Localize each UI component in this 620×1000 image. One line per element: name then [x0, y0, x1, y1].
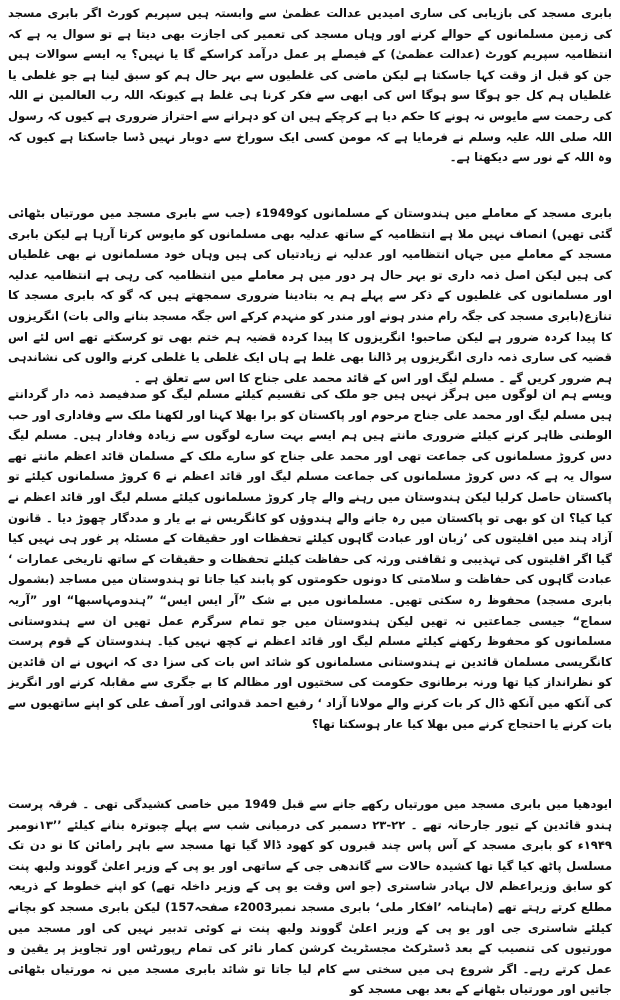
paragraph-3: ویسے ہم ان لوگوں میں ہرگز نہیں ہیں جو ملک کی تقسیم کیلئے مسلم لیگ کو صدفیصد ذمہ دار گردانتے ہیں مسلم لیگ اور محمد علی جناح مرحوم اور پاکستان کو برا بھلا کہنا اور لکھنا ملک سے وفاداری اور حب الوطنی ظاہر کرنے کیلئے ضروری مانتے ہیں ہم ایسے بہت سارے لوگوں سے زیادہ وفادار ہیں۔ مسلم لیگ دس کروڑ مسلمانوں کی جماعت تھی اور محمد علی جناح کو سارے ملک کے مسلمان قائد اعظم مانتے تھے سوال یہ ہے کہ دس کروڑ مسلمانوں کی جماعت مسلم لیگ اور قائد اعظم نے 6 کروڑ مسلمانوں کیلئے تو پاکستان حاصل کرلیا لیکن ہندوستان میں رہنے والے چار کروڑ مسلمانوں کیلئے مسلم لیگ اور قائد اعظم نے کیا کیا؟ ان کو بھی تو پاکستان میں رہ جانے والے ہندوؤں کو کانگریس نے بے یار و مددگار چھوڑ دیا ۔ قانون آزاد ہند میں اقلیتوں کی ’زبان اور عبادت گاہوں کیلئے تحفظات اور حقیقات کے مسئلہ پر غور ہی نہیں کیا گیا اگر اقلیتوں کی تہذیبی و ثقافتی ورثہ کی حفاظت کیلئے تحفظات و حقیقات کے ساتھ تاریخی عمارات ‘ عبادت گاہوں کی حفاظت و سلامتی کا دونوں حکومتوں کو پابند کیا جاتا تو ہندوستان میں مساجد (بشمول بابری مسجد) محفوظ رہ سکتی تھیں۔ مسلمانوں میں بے شک ”آر ایس ایس“ ”ہندومہاسبھا“ اور ”آریہ سماج“ جیسی جماعتیں نہ تھیں لیکن ہندوستان میں جو تمام سرگرم عمل تھیں ان سے ہندوستانی مسلمانوں کو محفوظ رکھنے کیلئے مسلم لیگ اور قائد اعظم نے کچھ نہیں کیا۔ ہندوستان کے قوم پرست کانگریسی مسلمان قائدین نے ہندوستانی مسلمانوں کو شائد اس بات کی سزا دی کہ انہوں نے ان قائدین کو نظرانداز کیا تھا ورنہ برطانوی حکومت کی سختیوں اور مظالم کا بے جگری سے مقابلہ کرنے اور انگریز کی آنکھ میں آنکھ ڈال کر بات کرنے والے مولانا آزاد ‘ رفیع احمد قدوائی اور آصف علی کو اپنے ساتھیوں سے بات کرنے یا احتجاج کرنے میں بھلا کیا عار ہوسکتا تھا؟ [8, 387, 612, 731]
paragraph-1: بابری مسجد کی بازیابی کی ساری امیدیں عدالت عظمیٰ سے وابستہ ہیں سپریم کورٹ اگر بابری مسجد کی زمین مسلمانوں کے حوالے کرنے اور وہاں مسجد کی تعمیر کی اجازت بھی دیتا ہے تو سوال یہ ہے کہ انتظامیہ سپریم کورٹ (عدالت عظمیٰ) کے فیصلے پر عمل درآمد کراسکے گا یا نہیں؟ یہ ایسے سوالات ہیں جن کو قبل از وقت کہا جاسکتا ہے لیکن ماضی کی غلطیوں سے بہر حال ہم کو سبق لینا ہے جو غلطی یا غلطیاں ہم کل جو ہوگا سو ہوگا اس کی ابھی سے فکر کرنا ہی غلط ہے کیونکہ اللہ رب العالمین نے اللہ کی رحمت سے مایوس نہ ہونے کا حکم دیا ہے کرچکے ہیں ان کو دہرانے سے احتراز ضروری ہے کیوں کہ رسول اللہ صلی اللہ علیہ وسلم نے فرمایا ہے کہ مومن کسی ایک سوراخ سے دوبار نہیں ڈسا جاسکتا ہے کیوں کہ وہ اللہ کے نور سے دیکھتا ہے۔ [8, 6, 612, 165]
paragraph-2: بابری مسجد کے معاملے میں ہندوستان کے مسلمانوں کو1949ء (جب سے بابری مسجد میں مورتیاں بٹھائی گئی تھیں) انصاف نہیں ملا ہے انتظامیہ کے ساتھ عدلیہ بھی مسلمانوں کو مایوس کرتا آرہا ہے لیکن بابری مسجد کے معاملے میں جہاں انتظامیہ اور عدلیہ نے زیادتیاں کی ہیں وہاں خود مسلمانوں نے بھی غلطیاں کی ہیں لیکن اصل ذمہ داری تو بہر حال ہر دور میں ہر معاملے میں انتظامیہ کی رہی ہے انتظامیہ عدلیہ اور مسلمانوں کی غلطیوں کے ذکر سے پہلے ہم یہ بتادینا ضروری سمجھتے ہیں کہ گو کہ بابری مسجد کا تنازع(بابری مسجد کی جگہ رام مندر ہونے اور مندر کو منہدم کرکے اس جگہ مسجد بنانے والی بات) انگریزوں کا پیدا کردہ ضرور ہے لیکن صاحبو! انگریزوں کا پیدا کردہ قضیہ ہم ختم بھی تو کرسکتے تھے اس لئے اس قضیہ کی ساری ذمہ داری انگریزوں پر ڈالنا بھی غلط ہے ہاں ایک غلطی یا غلطی کرنے والوں کی نشاندہی ہم ضرور کریں گے ۔ مسلم لیگ اور اس کے قائد محمد علی جناح کا اس سے تعلق ہے ۔ [8, 206, 612, 385]
paragraph-4: ایودھیا میں بابری مسجد میں مورتیاں رکھے جانے سے قبل 1949 میں خاصی کشیدگی تھی ۔ فرقہ پرست ہندو قائدین کے تیور جارحانہ تھے ۔ ۲۲-۲۳ دسمبر کی درمیانی شب سے پہلے چبوترہ بنانے کیلئے ’’۱۳نومبر ۱۹۴۹ء کو بابری مسجد کے آس پاس چند قبروں کو کھود ڈالا گیا تھا مسجد سے باہر رامائن کا نو دن تک مسلسل پاٹھ کیا گیا تھا کشیدہ حالات سے گاندھی جی کے ساتھی اور یو پی کے وزیر اعلیٰ گووند ولبھ پنت کو سابق وزیراعظم لال بہادر شاستری (جو اس وقت یو پی کے وزیر داخلہ تھے) کو اپنے خطوط کے ذریعہ مطلع کرتے رہتے تھے (ماہنامہ ’افکار ملی‘ بابری مسجد نمبر2003ء صفحہ157) لیکن بابری مسجد کو بچانے کیلئے شاستری جی اور یو پی کے وزیر اعلیٰ گووند ولبھ پنت نے کوئی تدبیر نہیں کی اور مسجد میں مورتیوں کی تنصیب کے بعد ڈسٹرکٹ مجسٹریٹ کرشن کمار نائر کی تمام رپورٹس اور تجاویز پر یقین و عمل کرتے رہے۔ اگر شروع ہی میں سختی سے کام لیا جاتا تو شائد بابری مسجد میں نہ مورتیاں بٹھائی جاتیں اور مورتیاں بٹھانے کے بعد بھی مسجد کو [8, 797, 613, 997]
